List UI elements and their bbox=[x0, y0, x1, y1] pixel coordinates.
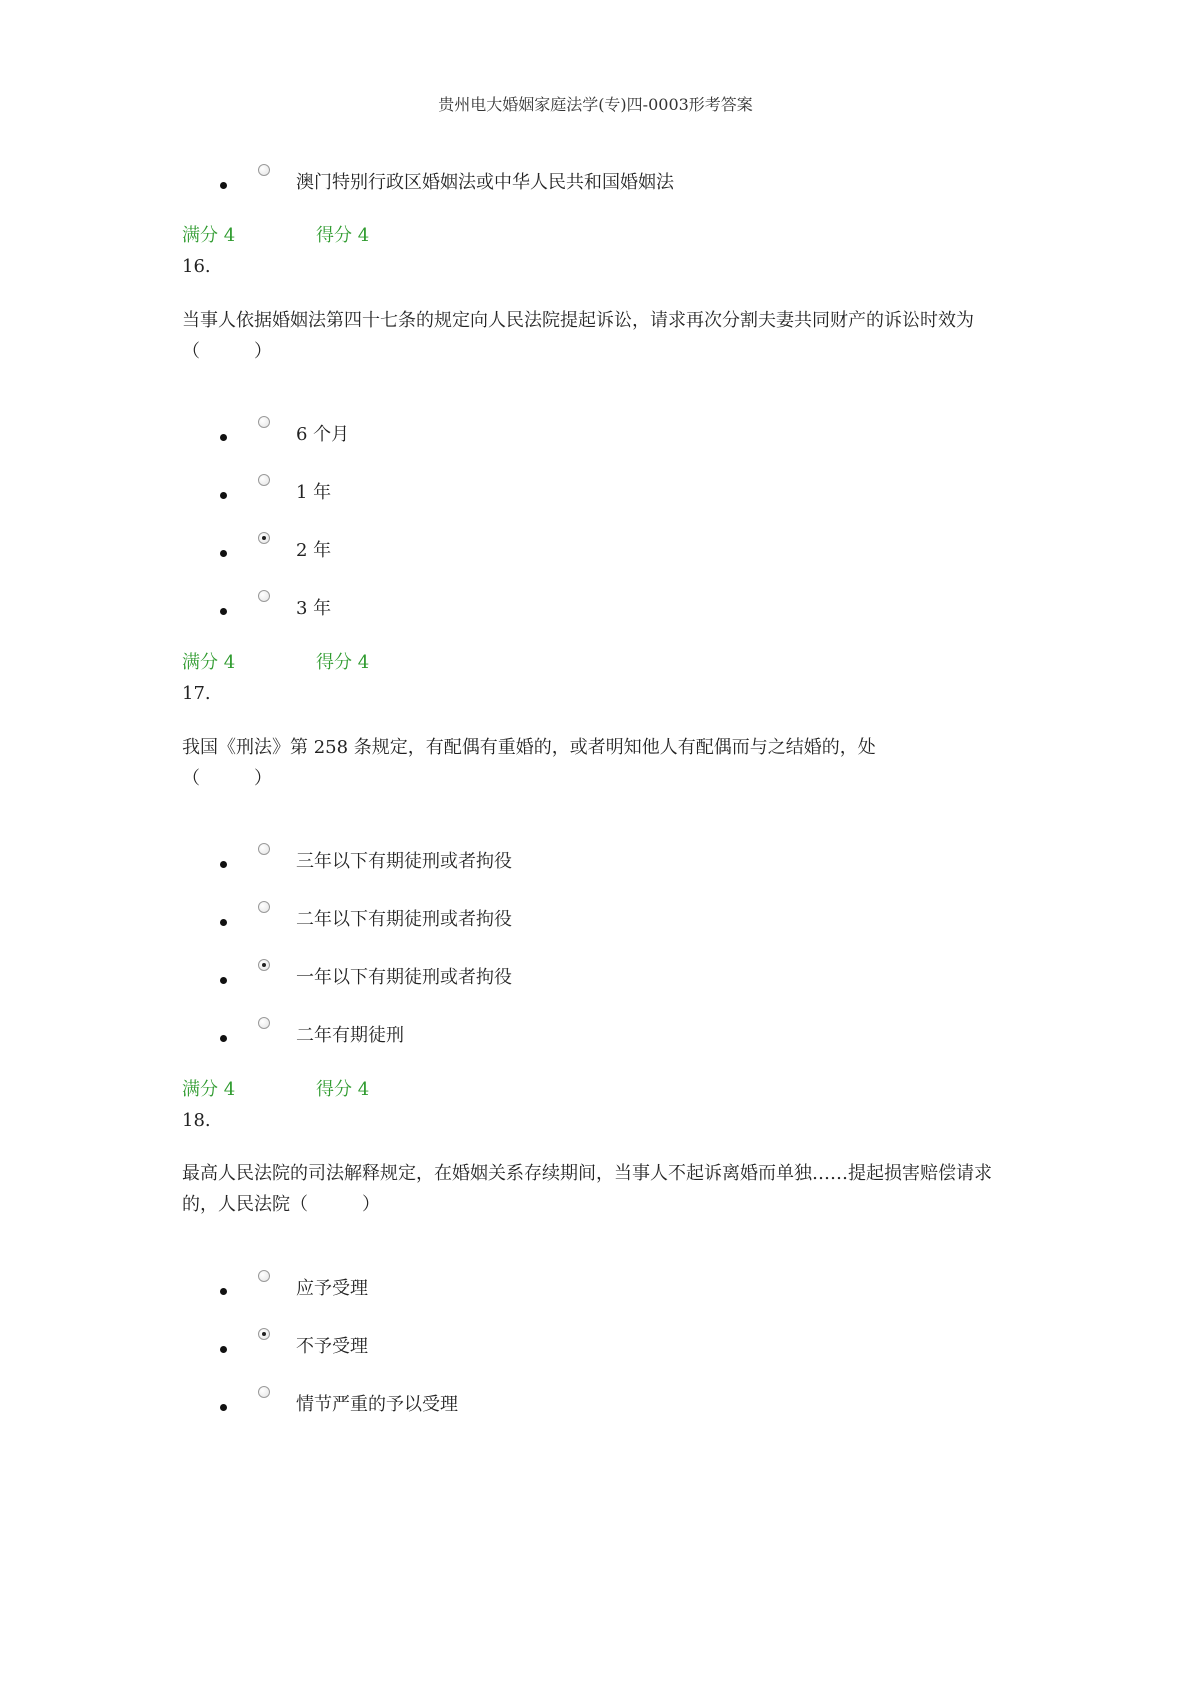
bullet bbox=[220, 1346, 227, 1353]
option-label: 6 个月 bbox=[296, 424, 350, 445]
option-label: 二年有期徒刑 bbox=[296, 1025, 404, 1046]
score-line bbox=[182, 650, 1022, 676]
question-number: 18. bbox=[182, 1110, 211, 1131]
radio-button-selected[interactable] bbox=[258, 1328, 270, 1340]
option-label: 不予受理 bbox=[296, 1336, 368, 1357]
bullet bbox=[220, 861, 227, 868]
option-label: 应予受理 bbox=[296, 1278, 368, 1299]
bullet bbox=[220, 977, 227, 984]
bullet bbox=[220, 182, 227, 189]
bullet bbox=[220, 434, 227, 441]
radio-button[interactable] bbox=[258, 416, 270, 428]
full-score: 满分 4 bbox=[182, 1079, 236, 1100]
got-score: 得分 4 bbox=[316, 652, 370, 673]
radio-button[interactable] bbox=[258, 474, 270, 486]
page-title: 贵州电大婚姻家庭法学(专)四-0003形考答案 bbox=[438, 95, 753, 114]
radio-button[interactable] bbox=[258, 1386, 270, 1398]
bullet bbox=[220, 919, 227, 926]
radio-button[interactable] bbox=[258, 843, 270, 855]
option-label: 3 年 bbox=[296, 598, 332, 619]
option-label: 二年以下有期徒刑或者拘役 bbox=[296, 909, 512, 930]
bullet bbox=[220, 608, 227, 615]
got-score: 得分 4 bbox=[316, 225, 370, 246]
got-score: 得分 4 bbox=[316, 1079, 370, 1100]
option-label: 情节严重的予以受理 bbox=[296, 1394, 458, 1415]
radio-button[interactable] bbox=[258, 164, 270, 176]
radio-button[interactable] bbox=[258, 1270, 270, 1282]
radio-button-selected[interactable] bbox=[258, 959, 270, 971]
bullet bbox=[220, 1288, 227, 1295]
full-score: 满分 4 bbox=[182, 652, 236, 673]
radio-button[interactable] bbox=[258, 901, 270, 913]
bullet bbox=[220, 1404, 227, 1411]
question-number: 16. bbox=[182, 256, 211, 277]
option-label: 三年以下有期徒刑或者拘役 bbox=[296, 851, 512, 872]
question-text: 我国《刑法》第 258 条规定，有配偶有重婚的，或者明知他人有配偶而与之结婚的，处（ ） bbox=[182, 737, 876, 789]
question-number: 17. bbox=[182, 683, 211, 704]
option-label: 一年以下有期徒刑或者拘役 bbox=[296, 967, 512, 988]
radio-button[interactable] bbox=[258, 590, 270, 602]
full-score: 满分 4 bbox=[182, 225, 236, 246]
radio-button[interactable] bbox=[258, 1017, 270, 1029]
bullet bbox=[220, 492, 227, 499]
question-text: 最高人民法院的司法解释规定，在婚姻关系存续期间，当事人不起诉离婚而单独……提起损害赔偿请求的，人民法院（ ） bbox=[182, 1163, 992, 1215]
option-label: 澳门特别行政区婚姻法或中华人民共和国婚姻法 bbox=[296, 172, 674, 193]
radio-button-selected[interactable] bbox=[258, 532, 270, 544]
bullet bbox=[220, 1035, 227, 1042]
question-text: 当事人依据婚姻法第四十七条的规定向人民法院提起诉讼，请求再次分割夫妻共同财产的诉讼时效为（ ） bbox=[182, 310, 974, 362]
score-line bbox=[182, 223, 1022, 249]
bullet bbox=[220, 550, 227, 557]
score-line bbox=[182, 1077, 1022, 1103]
option-label: 2 年 bbox=[296, 540, 332, 561]
option-label: 1 年 bbox=[296, 482, 332, 503]
